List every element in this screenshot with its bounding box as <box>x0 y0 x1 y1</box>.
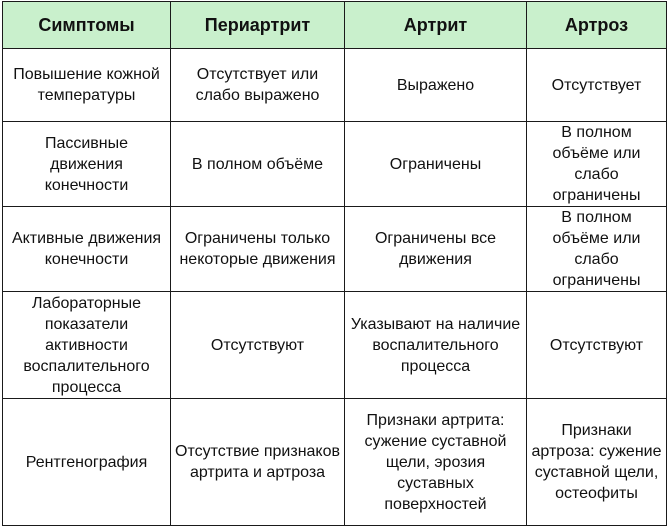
header-symptoms: Симптомы <box>3 2 171 49</box>
table-row <box>3 292 667 399</box>
periarthritis-cell: Отсутствуют <box>171 292 345 399</box>
periarthritis-cell: Отсутствие признаков артрита и артроза <box>171 399 345 526</box>
periarthritis-cell: Отсутствует или слабо выражено <box>171 49 345 122</box>
arthrosis-cell: Отсутствуют <box>527 292 667 399</box>
periarthritis-cell: В полном объёме <box>171 122 345 207</box>
symptom-cell: Лабораторные показатели активности воспалительного процесса <box>3 292 171 399</box>
comparison-table <box>2 1 667 526</box>
symptom-cell: Пассивные движения конечности <box>3 122 171 207</box>
arthritis-cell: Выражено <box>345 49 527 122</box>
table-row <box>3 122 667 207</box>
arthritis-cell: Указывают на наличие воспалительного процесса <box>345 292 527 399</box>
table-row <box>3 49 667 122</box>
arthritis-cell: Ограничены <box>345 122 527 207</box>
arthrosis-cell: В полном объёме или слабо ограничены <box>527 207 667 292</box>
arthritis-cell: Признаки артрита: сужение суставной щели, эрозия суставных поверхностей <box>345 399 527 526</box>
table-row <box>3 207 667 292</box>
header-periarthritis: Периартрит <box>171 2 345 49</box>
arthrosis-cell: Отсутствует <box>527 49 667 122</box>
symptom-cell: Активные движения конечности <box>3 207 171 292</box>
header-row <box>3 2 667 49</box>
table-row <box>3 399 667 526</box>
periarthritis-cell: Ограничены только некоторые движения <box>171 207 345 292</box>
arthritis-cell: Ограничены все движения <box>345 207 527 292</box>
arthrosis-cell: Признаки артроза: сужение суставной щели, остеофиты <box>527 399 667 526</box>
symptom-cell: Повышение кожной температуры <box>3 49 171 122</box>
header-arthritis: Артрит <box>345 2 527 49</box>
arthrosis-cell: В полном объёме или слабо ограничены <box>527 122 667 207</box>
header-arthrosis: Артроз <box>527 2 667 49</box>
symptom-cell: Рентгенография <box>3 399 171 526</box>
